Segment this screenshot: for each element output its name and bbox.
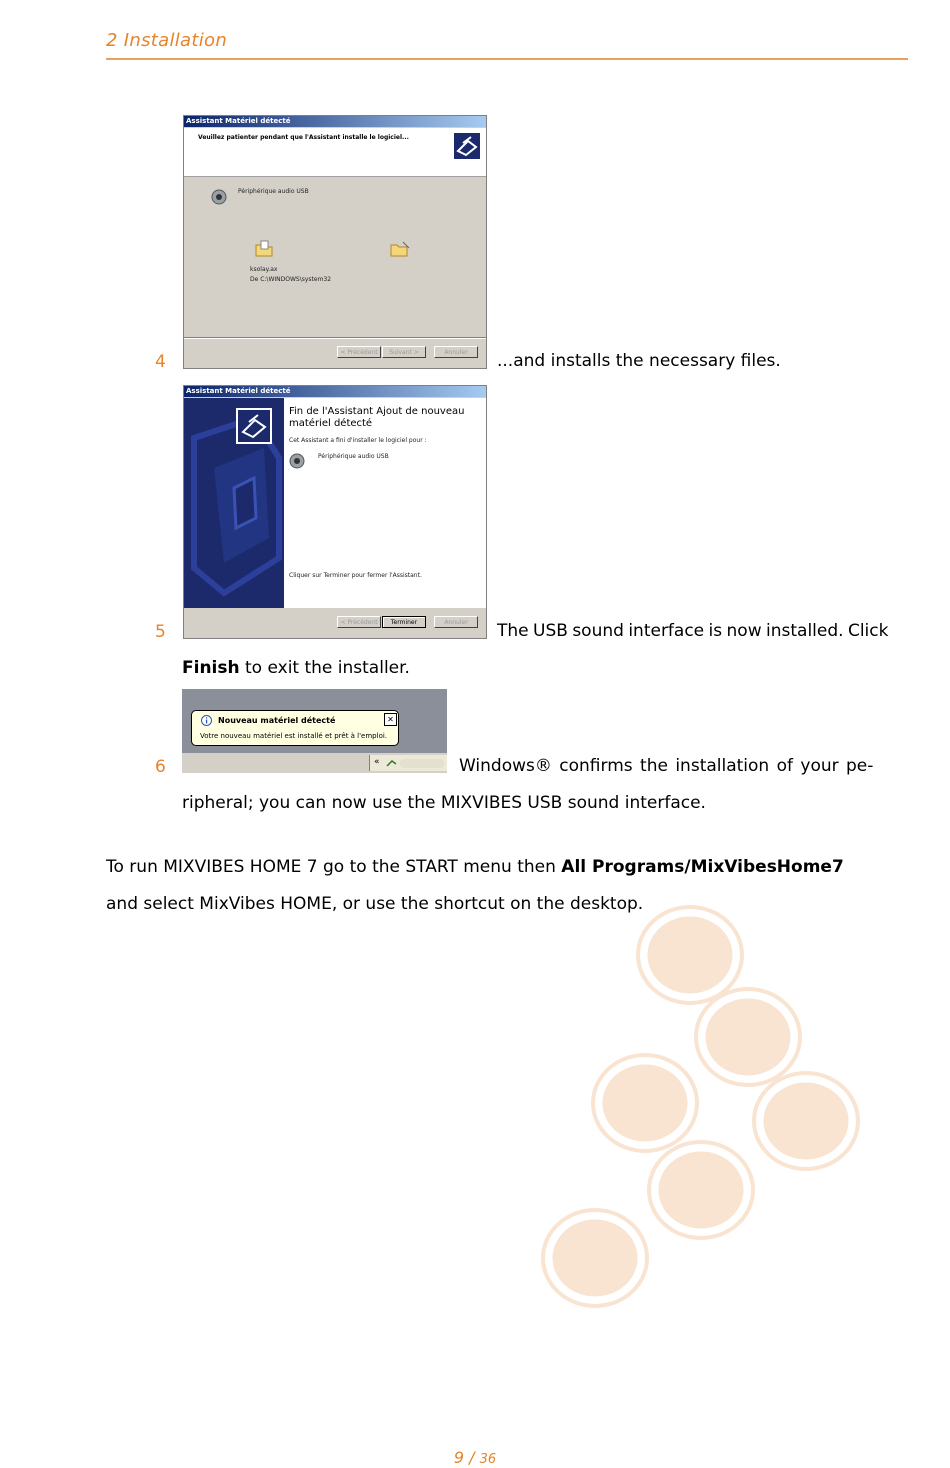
cancel-button[interactable]: Annuler xyxy=(434,346,478,358)
page-number: 9 / 36 xyxy=(453,1448,497,1467)
finish-dialog-screenshot xyxy=(183,385,487,639)
notification-screenshot xyxy=(182,689,447,773)
dialog-divider xyxy=(184,338,486,339)
close-icon[interactable]: ✕ xyxy=(384,713,397,726)
wizard-heading-line2: matériel détecté xyxy=(289,418,373,429)
wizard-side-panel xyxy=(184,398,284,608)
step-text-line2: Finish to exit the installer. xyxy=(182,658,410,678)
dialog-titlebar: Assistant Matériel détecté xyxy=(184,116,486,127)
previous-button[interactable]: < Précédent xyxy=(337,616,381,628)
chapter-header xyxy=(106,30,227,51)
file-name: ksolay.ax xyxy=(250,266,278,273)
file-source: De C:\WINDOWS\system32 xyxy=(250,276,332,283)
finish-emphasis: Finish xyxy=(182,658,240,678)
watermark-logo-icon xyxy=(535,900,875,1320)
wizard-heading-line1: Fin de l'Assistant Ajout de nouveau xyxy=(289,406,465,417)
hardware-icon xyxy=(452,131,482,161)
hardware-icon xyxy=(236,408,272,444)
dialog-heading: Veuillez patienter pendant que l'Assistant installe le logiciel... xyxy=(198,134,409,141)
cancel-button[interactable]: Annuler xyxy=(434,616,478,628)
programs-path: All Programs/MixVibesHome7 xyxy=(561,857,844,877)
chapter-number: 2 xyxy=(106,30,118,51)
info-icon xyxy=(201,715,212,728)
wizard-content xyxy=(284,398,486,608)
target-folder-icon xyxy=(389,240,411,260)
step-number: 4 xyxy=(155,352,166,372)
notification-message: Votre nouveau matériel est installé et prêt à l'emploi. xyxy=(200,732,388,740)
wizard-subtext: Cet Assistant a fini d'installer le logiciel pour : xyxy=(289,437,427,444)
file-folder-icon xyxy=(254,240,274,260)
device-name: Périphérique audio USB xyxy=(318,453,389,460)
finish-button[interactable]: Terminer xyxy=(382,616,426,628)
notification-balloon xyxy=(191,710,399,746)
speaker-icon xyxy=(210,188,230,208)
step-text-line2: ripheral; you can now use the MIXVIBES USB sound interface. xyxy=(182,793,706,813)
step-text-line1: Windows® confirms the installation of your pe- xyxy=(459,756,874,776)
step-text-line1: The USB sound interface is now installed. Click xyxy=(497,621,889,641)
wizard-footer-text: Cliquer sur Terminer pour fermer l'Assistant. xyxy=(289,572,422,579)
dialog-header xyxy=(184,128,486,177)
previous-button[interactable]: < Précédent xyxy=(337,346,381,358)
installing-dialog-screenshot xyxy=(183,115,487,369)
device-name: Périphérique audio USB xyxy=(238,188,309,195)
step-text: ...and installs the necessary files. xyxy=(497,351,781,371)
usb-tray-icon[interactable] xyxy=(386,758,446,771)
step-number: 5 xyxy=(155,622,166,642)
notification-title: Nouveau matériel détecté xyxy=(218,716,336,725)
dialog-titlebar: Assistant Matériel détecté xyxy=(184,386,486,397)
system-tray xyxy=(369,755,447,771)
tray-expand-icon[interactable]: « xyxy=(374,757,380,767)
chapter-title: Installation xyxy=(123,30,228,51)
header-divider xyxy=(106,58,908,60)
closing-line1: To run MIXVIBES HOME 7 go to the START menu then All Programs/MixVibesHome7 xyxy=(106,857,844,877)
next-button[interactable]: Suivant > xyxy=(382,346,426,358)
closing-line2: and select MixVibes HOME, or use the shortcut on the desktop. xyxy=(106,894,644,914)
step-number: 6 xyxy=(155,757,166,777)
speaker-icon xyxy=(288,452,308,472)
